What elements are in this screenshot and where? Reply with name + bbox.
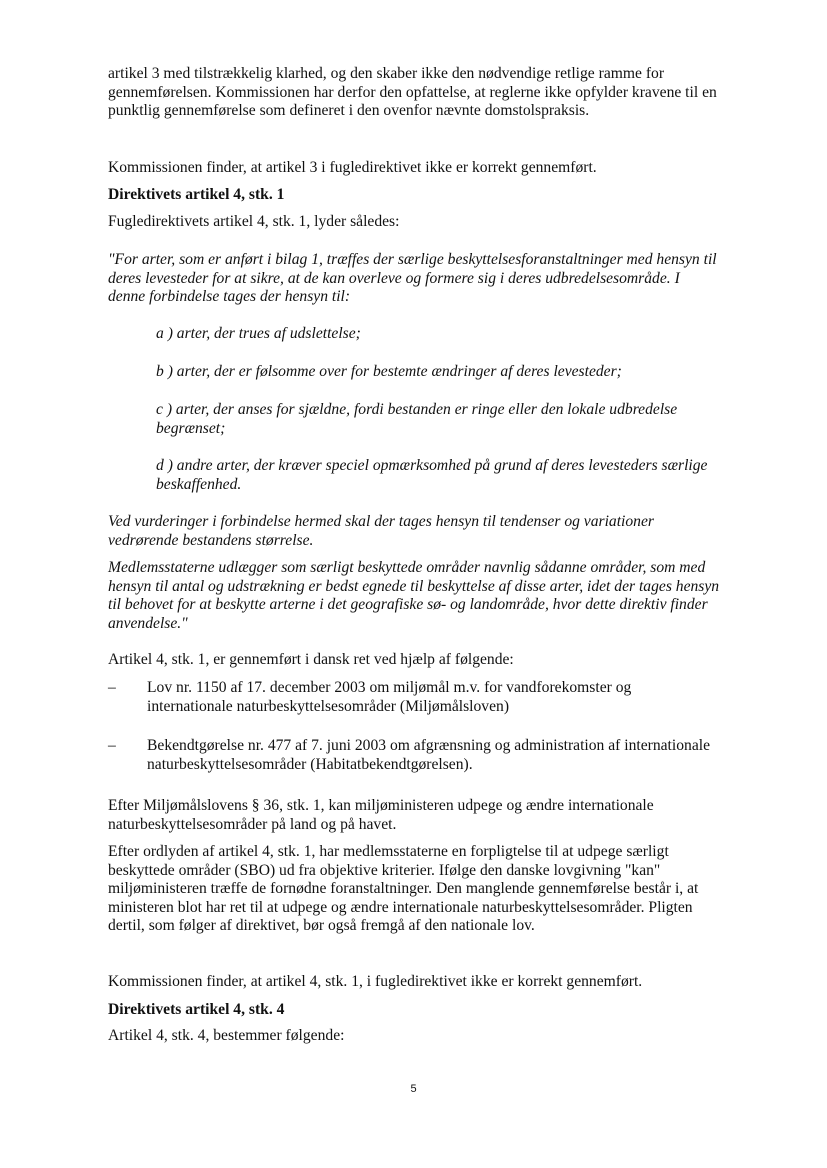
quote-item-d: d ) andre arter, der kræver speciel opmærksomhed på grund af deres levesteders særlige beskaffenhed. xyxy=(156,457,708,493)
quote-main: "For arter, som er anført i bilag 1, træffes der særlige beskyttelsesforanstaltninger med hensyn til deres levesteder for at sikre, at de kan overleve og formere sig i deres udbredelsesområde. I denne forbindelse tages der hensyn til: xyxy=(108,251,717,306)
list-dash: – xyxy=(108,737,116,754)
heading-article-4-1: Direktivets artikel 4, stk. 1 xyxy=(108,186,285,203)
paragraph-article-4-4-intro: Artikel 4, stk. 4, bestemmer følgende: xyxy=(108,1027,345,1044)
paragraph-implementation: Artikel 4, stk. 1, er gennemført i dansk ret ved hjælp af følgende: xyxy=(108,651,514,668)
paragraph-intro: artikel 3 med tilstrækkelig klarhed, og den skaber ikke den nødvendige retlige ramme for gennemførelsen. Kommissionen har derfor den opfattelse, at reglerne ikke opfylder kravene til en punktlig gennemførelse som defineret i den ovenfor nævnte domstolspraksis. xyxy=(108,65,717,120)
paragraph-obligation: Efter ordlyden af artikel 4, stk. 1, har medlemsstaterne en forpligtelse til at udpege særligt beskyttede områder (SBO) ud fra objektive kriterier. Ifølge den danske lovgivning "kan" miljøministeren træffe de fornødne foranstaltninger. Den manglende gennemførelse består i, at ministeren blot har ret til at udpege og ændre internationale naturbeskyttelsesområder. Pligten dertil, som følger af direktivet, bør også fremgå af den nationale lov. xyxy=(108,843,699,935)
heading-article-4-4: Direktivets artikel 4, stk. 4 xyxy=(108,1001,285,1018)
quote-assessment: Ved vurderinger i forbindelse hermed skal der tages hensyn til tendenser og variationer vedrørende bestandens størrelse. xyxy=(108,513,654,549)
list-item-order: Bekendtgørelse nr. 477 af 7. juni 2003 om afgrænsning og administration af internationale naturbeskyttelsesområder (Habitatbekendtgørelsen). xyxy=(147,737,710,773)
list-dash: – xyxy=(108,679,116,696)
paragraph-conclusion-article-3: Kommissionen finder, at artikel 3 i fugledirektivet ikke er korrekt gennemført. xyxy=(108,159,597,176)
quote-item-c: c ) arter, der anses for sjældne, fordi bestanden er ringe eller den lokale udbredelse begrænset; xyxy=(156,401,678,437)
quote-member-states: Medlemsstaterne udlægger som særligt beskyttede områder navnlig sådanne områder, som med hensyn til antal og udstrækning er bedst egnede til beskyttelse af disse arter, idet der tages hensyn til behovet for at beskytte arterne i det geografiske sø- og landområde, hvor dette direktiv finder anvendelse." xyxy=(108,559,720,632)
paragraph-miljomalsloven: Efter Miljømålslovens § 36, stk. 1, kan miljøministeren udpege og ændre internationale naturbeskyttelsesområder på land og på havet. xyxy=(108,797,654,833)
quote-item-b: b ) arter, der er følsomme over for bestemte ændringer af deres levesteder; xyxy=(156,363,622,380)
paragraph-article-4-1-intro: Fugledirektivets artikel 4, stk. 1, lyder således: xyxy=(108,213,400,230)
list-item-law: Lov nr. 1150 af 17. december 2003 om miljømål m.v. for vandforekomster og internationale naturbeskyttelsesområder (Miljømålsloven) xyxy=(147,679,632,715)
paragraph-conclusion-article-4: Kommissionen finder, at artikel 4, stk. 1, i fugledirektivet ikke er korrekt gennemført. xyxy=(108,973,643,990)
quote-item-a: a ) arter, der trues af udslettelse; xyxy=(156,325,361,342)
page-number: 5 xyxy=(410,1083,417,1095)
